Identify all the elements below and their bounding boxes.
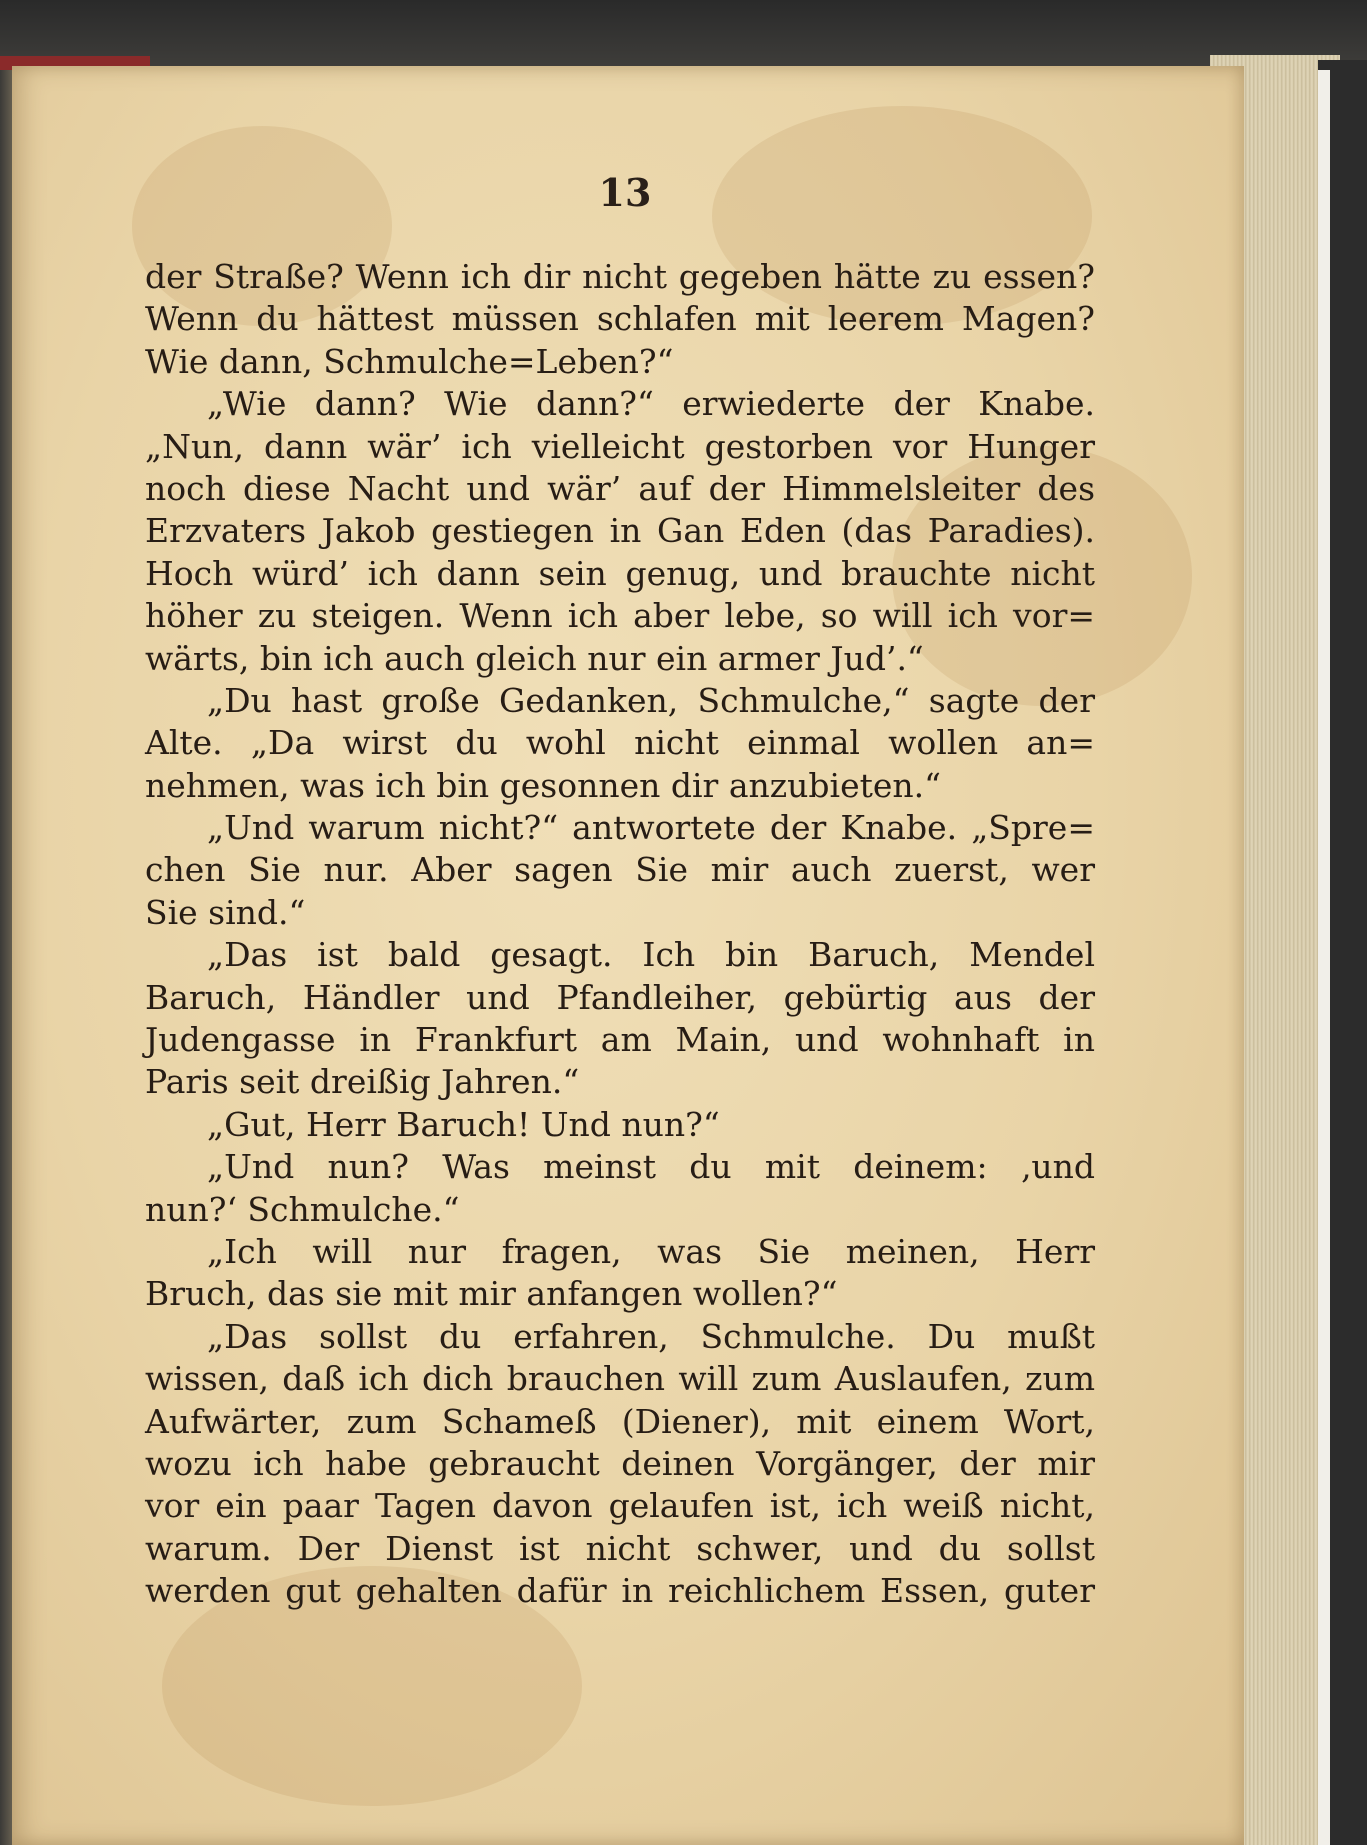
text-line: „Gut, Herr Baruch! Und nun?“ xyxy=(207,1104,720,1144)
text-line: höher zu steigen. Wenn ich aber lebe, so will ich vor= xyxy=(145,596,1095,636)
text-line: „Und nun? Was meinst du mit deinem: ‚und xyxy=(207,1147,1095,1187)
text-line: Sie sind.“ xyxy=(145,892,306,932)
page-number: 13 xyxy=(598,170,652,215)
text-line: Baruch, Händler und Pfandleiher, gebürtig aus der xyxy=(145,977,1095,1017)
text-line: warum. Der Dienst ist nicht schwer, und du sollst xyxy=(145,1528,1095,1568)
text-line: „Wie dann? Wie dann?“ erwiederte der Knabe. xyxy=(207,384,1095,424)
text-line: Bruch, das sie mit mir anfangen wollen?“ xyxy=(145,1274,838,1314)
text-line: „Nun, dann wär’ ich vielleicht gestorben vor Hunger xyxy=(145,426,1095,466)
text-line: „Und warum nicht?“ antwortete der Knabe. „Spre= xyxy=(207,808,1095,848)
text-line: Wenn du hättest müssen schlafen mit leerem Magen? xyxy=(145,299,1095,339)
text-line: chen Sie nur. Aber sagen Sie mir auch zuerst, wer xyxy=(145,850,1095,890)
text-line: Alte. „Da wirst du wohl nicht einmal wollen an= xyxy=(145,723,1095,763)
text-line: nehmen, was ich bin gesonnen dir anzubieten.“ xyxy=(145,765,941,805)
body-text xyxy=(145,256,1095,1613)
text-line: vor ein paar Tagen davon gelaufen ist, ich weiß nicht, xyxy=(145,1486,1095,1526)
text-line: „Du hast große Gedanken, Schmulche,“ sagte der xyxy=(207,680,1095,720)
text-line: „Das ist bald gesagt. Ich bin Baruch, Mendel xyxy=(207,935,1095,975)
text-line: Judengasse in Frankfurt am Main, und wohnhaft in xyxy=(145,1020,1095,1060)
text-line: noch diese Nacht und wär’ auf der Himmelsleiter des xyxy=(145,468,1095,508)
text-line: werden gut gehalten dafür in reichlichem Essen, guter xyxy=(145,1571,1095,1611)
text-line: wozu ich habe gebraucht deinen Vorgänger, der mir xyxy=(145,1443,1095,1483)
text-line: der Straße? Wenn ich dir nicht gegeben hätte zu essen? xyxy=(145,257,1095,296)
text-line: „Ich will nur fragen, was Sie meinen, Herr xyxy=(207,1231,1095,1271)
text-line: „Das sollst du erfahren, Schmulche. Du mußt xyxy=(207,1316,1095,1356)
book-binding-top xyxy=(0,0,1367,70)
text-line: Aufwärter, zum Schameß (Diener), mit einem Wort, xyxy=(145,1401,1095,1441)
text-line: Wie dann, Schmulche=Leben?“ xyxy=(145,341,674,381)
text-line: wissen, daß ich dich brauchen will zum Auslaufen, zum xyxy=(145,1359,1095,1399)
text-line: Hoch würd’ ich dann sein genug, und brauchte nicht xyxy=(145,553,1095,593)
cover-edge xyxy=(1318,70,1330,1845)
text-line: Paris seit dreißig Jahren.“ xyxy=(145,1062,580,1102)
text-line: Erzvaters Jakob gestiegen in Gan Eden (das Paradies). xyxy=(145,511,1095,551)
text-line: nun?‘ Schmulche.“ xyxy=(145,1189,460,1229)
text-line: wärts, bin ich auch gleich nur ein armer Jud’.“ xyxy=(145,638,924,678)
